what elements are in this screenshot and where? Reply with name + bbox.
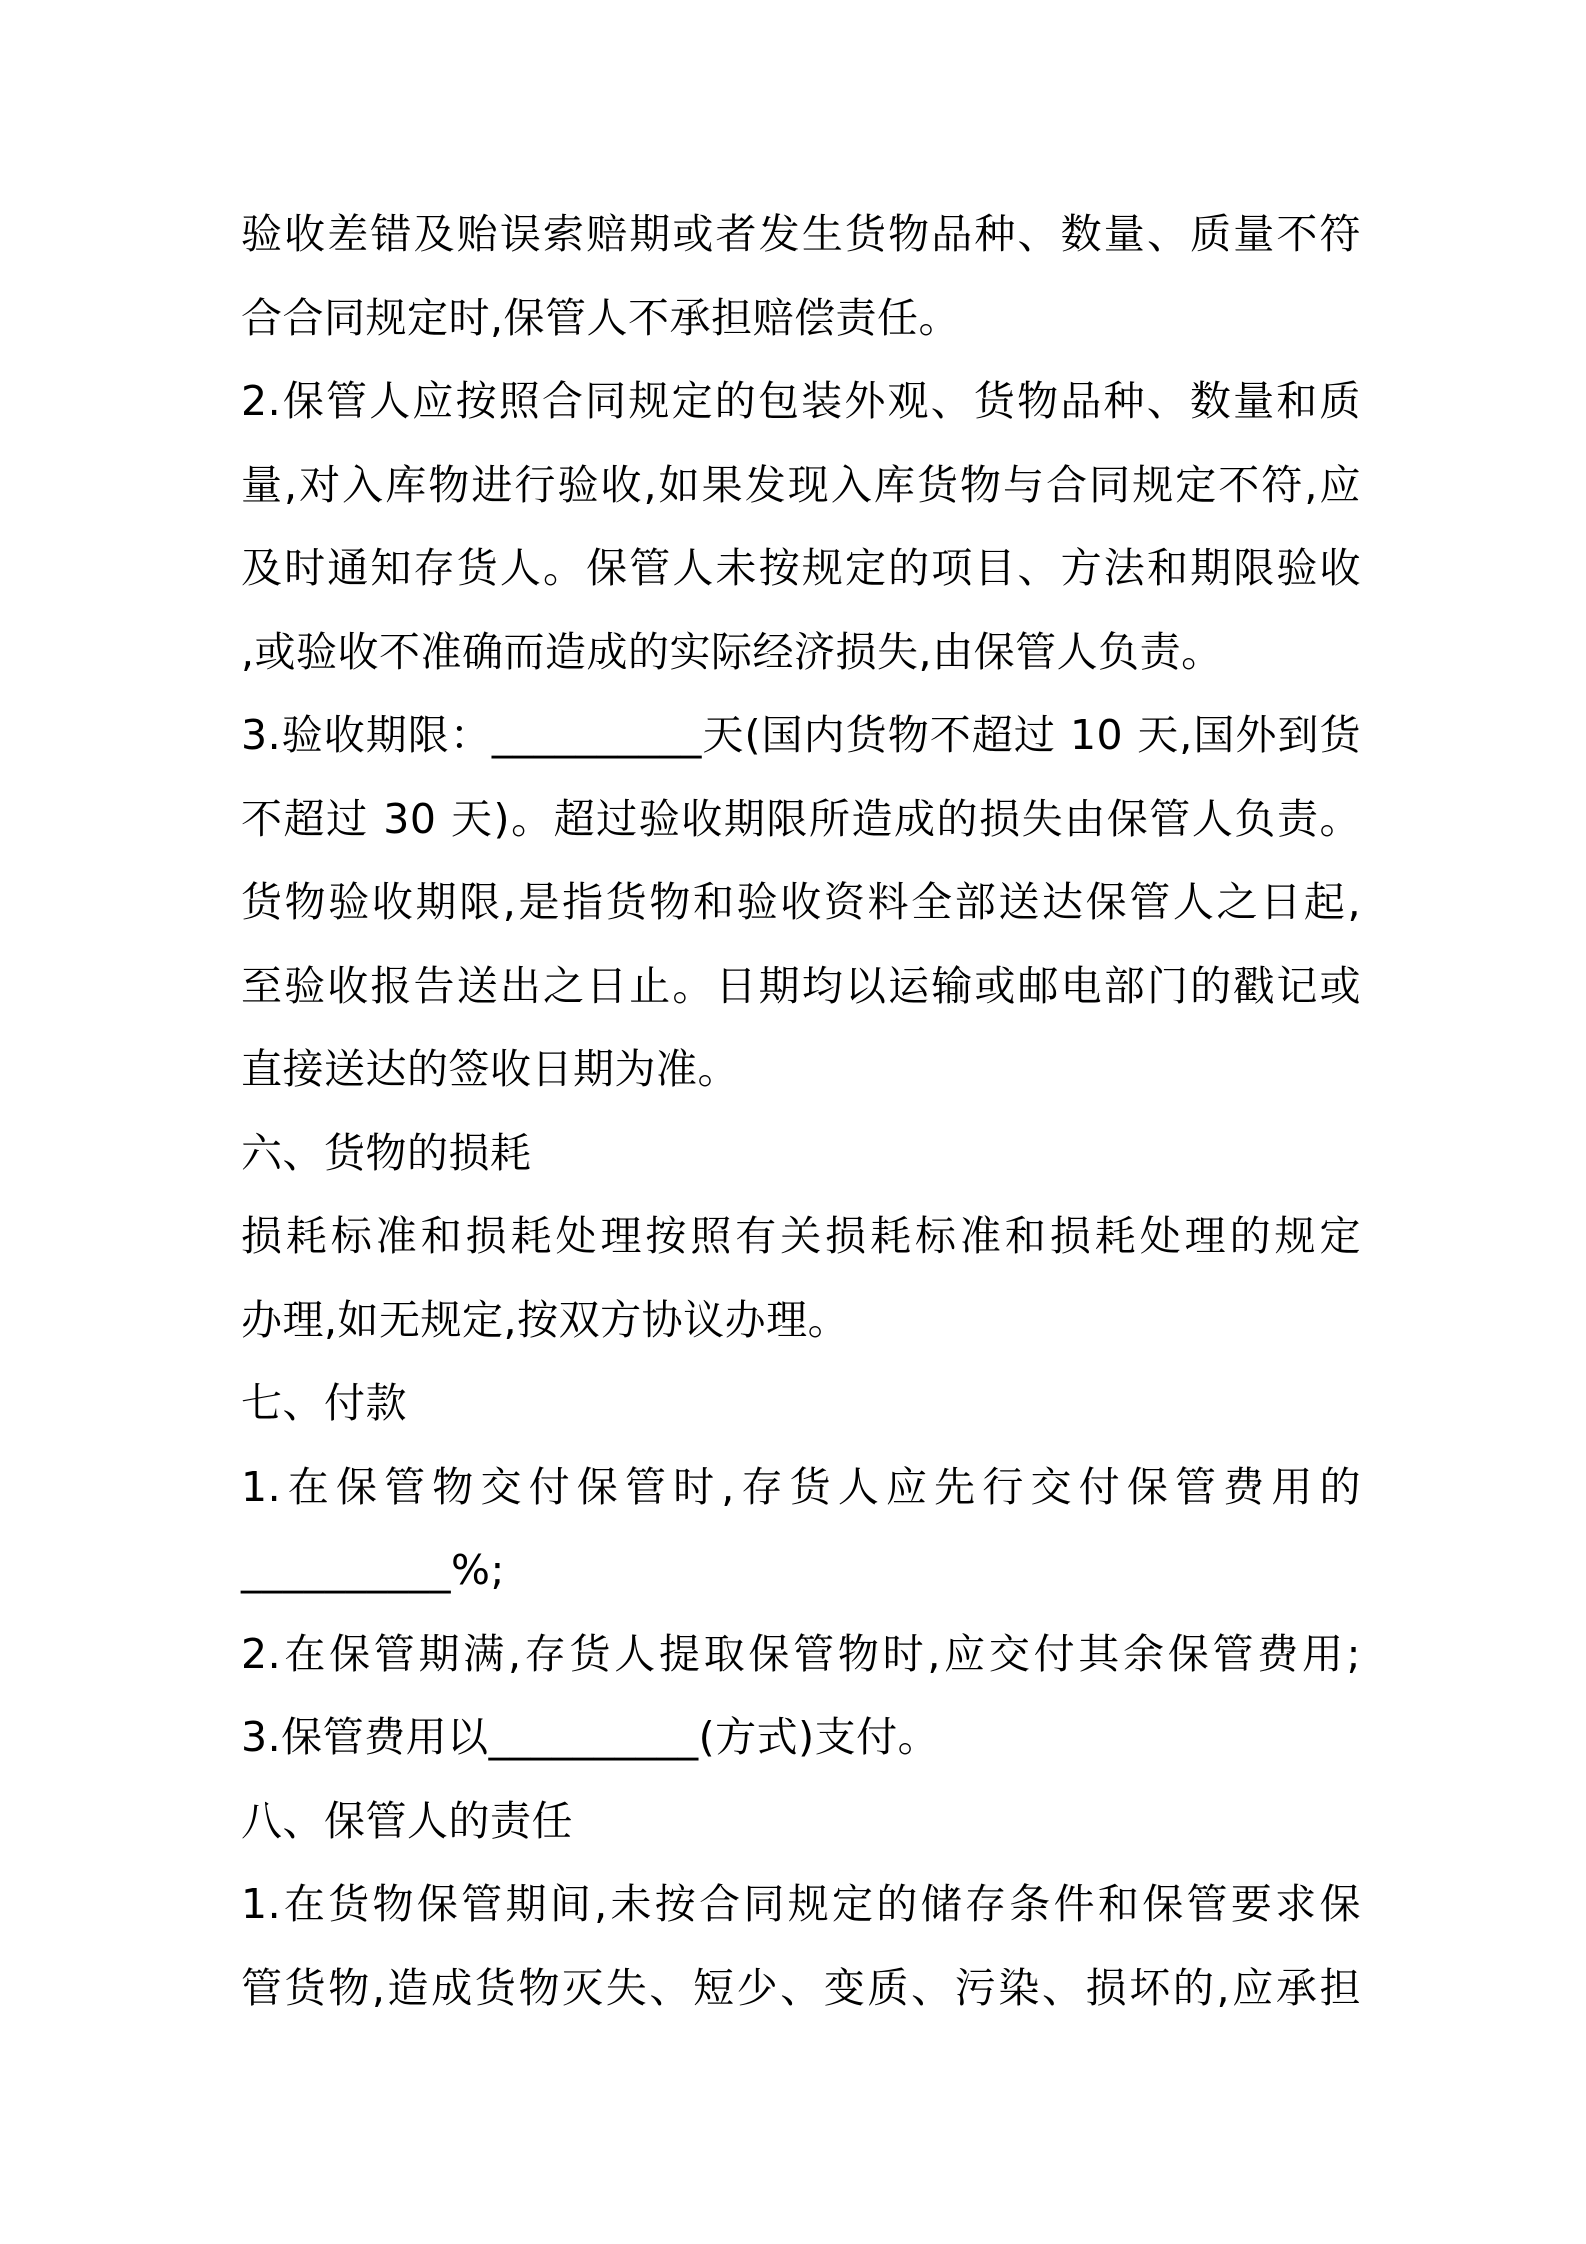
text-line-6: ,或验收不准确而造成的实际经济损失,由保管人负责。: [241, 627, 1223, 676]
text-line-2: 合合同规定时,保管人不承担赔偿责任。: [241, 293, 961, 342]
text-line-16: 1.在保管物交付保管时,存货人应先行交付保管费用的: [241, 1462, 1361, 1511]
section-heading-7: 七、付款: [241, 1379, 407, 1427]
text-line-4: 量,对入库物进行验收,如果发现入库货物与合同规定不符,应: [241, 460, 1361, 509]
section-heading-8: 八、保管人的责任: [241, 1796, 573, 1845]
document-body: [241, 193, 1361, 2030]
text-line-22: 管货物,造成货物灭失、短少、变质、污染、损坏的,应承担: [241, 1963, 1361, 2012]
text-line-17: __________%;: [241, 1546, 505, 1594]
text-line-9: 货物验收期限,是指货物和验收资料全部送达保管人之日起,: [241, 878, 1361, 926]
text-line-18: 2.在保管期满,存货人提取保管物时,应交付其余保管费用;: [241, 1629, 1361, 1678]
text-line-5: 及时通知存货人。保管人未按规定的项目、方法和期限验收: [241, 544, 1361, 592]
section-heading-6: 六、货物的损耗: [241, 1128, 532, 1177]
text-line-14: 办理,如无规定,按双方协议办理。: [241, 1295, 850, 1344]
text-line-7: 3.验收期限：__________天(国内货物不超过 10 天,国外到货: [241, 711, 1361, 759]
text-line-3: 2.保管人应按照合同规定的包装外观、货物品种、数量和质: [241, 377, 1361, 425]
text-line-8: 不超过 30 天)。超过验收期限所造成的损失由保管人负责。: [241, 794, 1361, 843]
text-line-13: 损耗标准和损耗处理按照有关损耗标准和损耗处理的规定: [241, 1212, 1361, 1260]
text-line-19: 3.保管费用以__________(方式)支付。: [241, 1713, 940, 1761]
text-line-11: 直接送达的签收日期为准。: [241, 1045, 739, 1093]
text-line-10: 至验收报告送出之日止。日期均以运输或邮电部门的戳记或: [241, 961, 1361, 1010]
text-line-21: 1.在货物保管期间,未按合同规定的储存条件和保管要求保: [241, 1880, 1361, 1928]
text-line-1: 验收差错及贻误索赔期或者发生货物品种、数量、质量不符: [241, 210, 1361, 258]
